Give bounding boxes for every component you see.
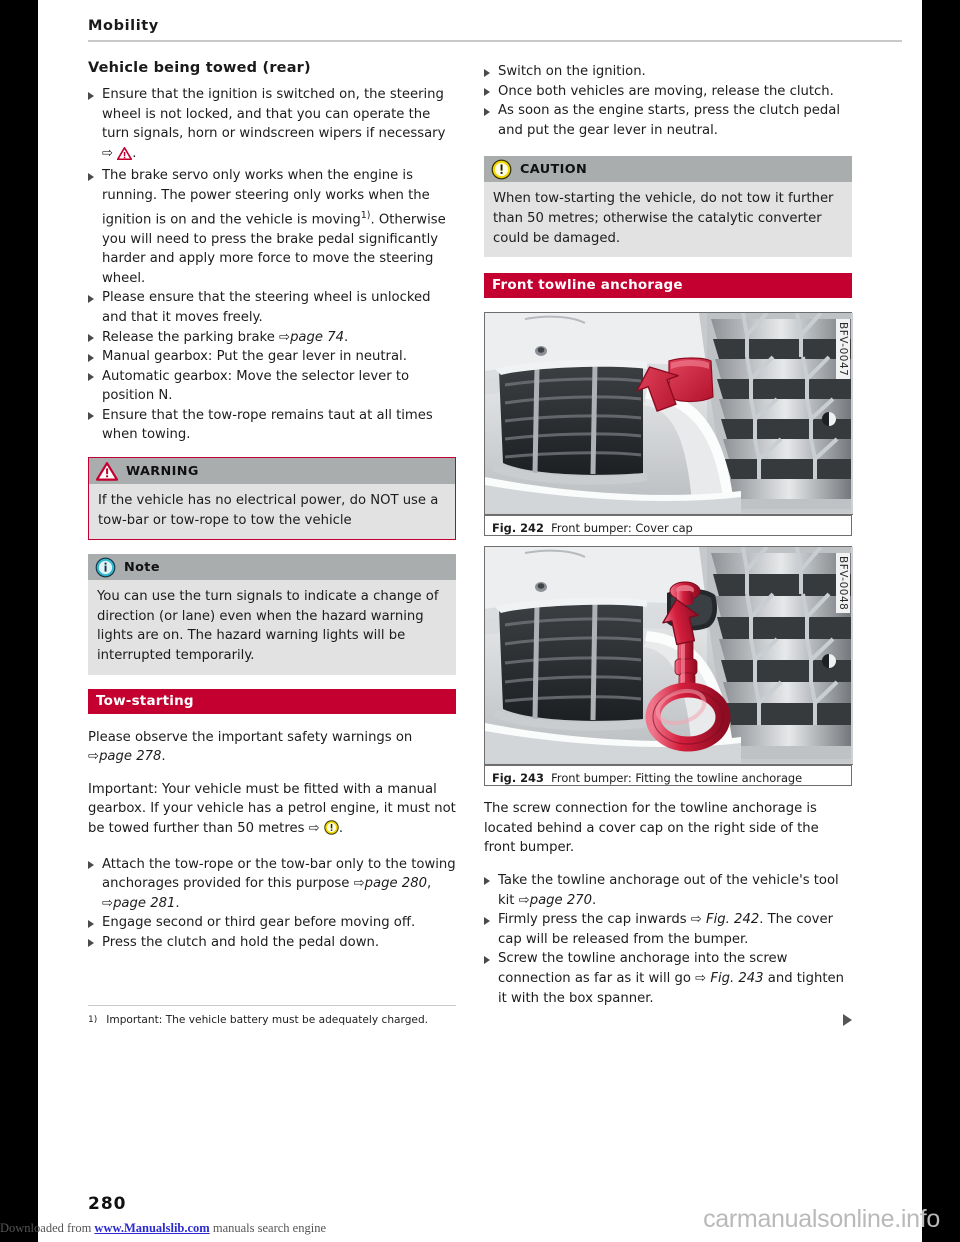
bullet-text: The brake servo only works when the engine is running. The power steering only works when the ignition is on and the vehicle is moving: [102, 168, 430, 227]
warning-triangle-icon: [117, 147, 132, 167]
tow-starting-continued-bullet-list: [484, 62, 852, 140]
bullet-text-end: .: [343, 329, 349, 345]
cross-reference-arrow-icon: ⇨: [308, 821, 320, 837]
download-suffix: manuals search engine: [209, 1221, 326, 1235]
list-item: [484, 101, 852, 140]
running-head-rule: [88, 40, 902, 42]
footnote-rule: [88, 1005, 456, 1006]
cross-reference-arrow-icon: ⇨: [102, 895, 114, 911]
figure-242-caption: [485, 515, 851, 535]
warning-callout-box: [88, 457, 456, 540]
list-item: [88, 288, 456, 327]
info-circle-icon: [95, 557, 116, 578]
bullet-text: Automatic gearbox: Move the selector lever to position N.: [102, 368, 410, 404]
figure-243-label: Fig. 243: [492, 771, 544, 786]
list-item: [484, 910, 852, 949]
figure-243: [484, 546, 852, 786]
bullet-text-mid: ,: [426, 876, 432, 892]
list-item: [88, 367, 456, 406]
section-heading-vehicle-being-towed: Vehicle being towed (rear): [88, 60, 311, 76]
section-banner-front-towline-anchorage: Front towline anchorage: [484, 273, 852, 298]
caution-box-title: CAUTION: [520, 161, 588, 177]
page-content: [38, 0, 922, 1242]
caution-circle-icon: [324, 820, 339, 842]
figure-243-image: [485, 547, 853, 765]
manualslib-link[interactable]: www.Manualslib.com: [94, 1221, 210, 1235]
bullet-triangle-icon: [484, 108, 490, 116]
bullet-text: Manual gearbox: Put the gear lever in neutral.: [102, 349, 407, 365]
left-column: [88, 60, 456, 1028]
figure-242-image-code: BFV-0047: [836, 319, 850, 379]
bullet-text: Press the clutch and hold the pedal down.: [102, 934, 380, 950]
list-item: [88, 328, 456, 348]
bullet-triangle-icon: [88, 939, 94, 947]
bullet-text-end: . The cover cap will be released from the bumper.: [498, 912, 833, 947]
carmanualsonline-watermark: carmanualsonline.info: [703, 1205, 940, 1233]
figure-242: [484, 312, 852, 536]
page-number: 280: [88, 1194, 127, 1214]
bullet-text-cont: . Otherwise you will need to press the brake pedal significantly harder and apply more force to move the steering wheel.: [102, 211, 446, 286]
cross-reference-arrow-icon: ⇨: [518, 892, 530, 908]
bullet-triangle-icon: [88, 354, 94, 362]
bullet-triangle-icon: [484, 88, 490, 96]
page-cross-reference[interactable]: page 281: [113, 895, 176, 911]
bullet-triangle-icon: [88, 920, 94, 928]
page-cross-reference[interactable]: page 278: [99, 749, 162, 765]
note-callout-box: [88, 554, 456, 674]
footnote-area: [88, 1005, 456, 1028]
caution-box-header: [484, 156, 852, 182]
bullet-text: Screw the towline anchorage into the screw connection as far as it will go: [498, 951, 788, 986]
list-item: [88, 406, 456, 445]
document-page: [38, 0, 922, 1242]
cross-reference-arrow-icon: ⇨: [102, 145, 114, 161]
bullet-triangle-icon: [484, 69, 490, 77]
cross-reference-arrow-icon: ⇨: [690, 912, 702, 928]
bullet-triangle-icon: [88, 373, 94, 381]
cross-reference-arrow-icon: ⇨: [695, 970, 707, 986]
running-head: Mobility: [88, 18, 159, 34]
list-item: [88, 913, 456, 933]
cross-reference-arrow-icon: ⇨: [279, 329, 291, 345]
footnote: [88, 1013, 456, 1028]
caution-callout-box: [484, 156, 852, 257]
figure-242-caption-text: Front bumper: Cover cap: [551, 521, 693, 536]
figure-243-caption: [485, 765, 851, 785]
figure-243-image-code: BFV-0048: [836, 553, 850, 613]
figure-cross-reference[interactable]: Fig. 243: [710, 970, 764, 986]
bullet-text: Attach the tow-rope or the tow-bar only to the towing anchorages provided for this purpose: [102, 856, 456, 892]
list-item: [88, 85, 456, 166]
figure-cross-reference[interactable]: Fig. 242: [706, 912, 760, 928]
list-item: [88, 347, 456, 367]
bullet-text-end: .: [592, 892, 597, 908]
list-item: [88, 855, 456, 914]
section-banner-tow-starting: Tow-starting: [88, 689, 456, 714]
footnote-text: Important: The vehicle battery must be adequately charged.: [106, 1013, 429, 1026]
bullet-text-end: .: [132, 145, 137, 161]
bullet-triangle-icon: [88, 412, 94, 420]
bullet-triangle-icon: [88, 92, 94, 100]
bullet-text: As soon as the engine starts, press the clutch pedal and put the gear lever in neutral.: [498, 103, 840, 138]
footnote-marker: 1): [88, 1014, 98, 1025]
bullet-triangle-icon: [484, 956, 490, 964]
note-box-title: Note: [124, 559, 160, 575]
front-towline-paragraph: The screw connection for the towline anchorage is located behind a cover cap on the right side of the front bumper.: [484, 801, 819, 856]
tow-starting-paragraph-1: [88, 728, 456, 767]
tow-starting-bullet-list: [88, 855, 456, 953]
page-cross-reference[interactable]: page 74: [290, 329, 344, 345]
bullet-text: Switch on the ignition.: [498, 64, 646, 79]
bullet-triangle-icon: [88, 295, 94, 303]
bullet-triangle-icon: [88, 334, 94, 342]
paragraph-text: Important: Your vehicle must be fitted with a manual gearbox. If your vehicle has a petrol engine, it must not be towed further than 50 metres: [88, 781, 456, 837]
tow-starting-paragraph-2: [88, 780, 456, 842]
list-item: [484, 62, 852, 82]
list-item: [484, 82, 852, 102]
list-item: [484, 871, 852, 910]
bullet-text: Please ensure that the steering wheel is unlocked and that it moves freely.: [102, 290, 431, 325]
paragraph-text-end: .: [338, 821, 344, 837]
footnote-marker: 1): [360, 209, 371, 221]
figure-242-image: [485, 313, 853, 515]
page-cross-reference[interactable]: page 280: [364, 876, 427, 892]
front-bumper-cover-cap-illustration: [485, 313, 851, 513]
warning-box-title: WARNING: [126, 463, 199, 479]
front-bumper-towline-fitting-illustration: [485, 547, 851, 763]
two-column-layout: [88, 60, 902, 1028]
bullet-text: Ensure that the tow-rope remains taut at all times when towing.: [102, 407, 433, 443]
paragraph-text-end: .: [161, 749, 166, 765]
warning-box-text: If the vehicle has no electrical power, do NOT use a tow-bar or tow-rope to tow the vehicle: [89, 484, 455, 539]
bullet-text: Firmly press the cap inwards: [498, 912, 691, 928]
bullet-text: Engage second or third gear before moving off.: [102, 915, 416, 931]
download-source-watermark: [0, 1221, 326, 1236]
cross-reference-arrow-icon: ⇨: [353, 876, 365, 892]
bullet-text-end: .: [175, 895, 180, 911]
bullet-text-end: and tighten it with the box spanner.: [498, 970, 844, 1006]
caution-box-text: When tow-starting the vehicle, do not tow it further than 50 metres; otherwise the catalytic converter could be damaged.: [484, 182, 852, 257]
page-cross-reference[interactable]: page 270: [529, 892, 593, 908]
bullet-triangle-icon: [88, 861, 94, 869]
bullet-text: Once both vehicles are moving, release the clutch.: [498, 83, 834, 99]
bullet-triangle-icon: [88, 173, 94, 181]
bullet-triangle-icon: [484, 877, 490, 885]
bullet-triangle-icon: [484, 917, 490, 925]
paragraph-text: Please observe the important safety warnings on: [88, 729, 413, 745]
bullet-text: Take the towline anchorage out of the vehicle's tool kit: [498, 872, 839, 908]
towed-vehicle-bullet-list: [88, 85, 456, 445]
continuation-arrow-icon: [843, 1014, 852, 1026]
warning-triangle-icon: [96, 462, 118, 481]
list-item: [484, 949, 852, 1008]
note-box-header: [88, 554, 456, 580]
bullet-text: Ensure that the ignition is switched on, the steering wheel is not locked, and that you can operate the turn signals, horn or windscreen wipers if necessary: [102, 87, 446, 142]
warning-box-header: [89, 458, 455, 484]
front-towline-bullet-list: [484, 871, 852, 1008]
bullet-text: Release the parking brake: [102, 329, 279, 345]
list-item: [88, 933, 456, 953]
figure-242-label: Fig. 242: [492, 521, 544, 536]
note-box-text: You can use the turn signals to indicate a change of direction (or lane) even when the hazard warning lights are on. The hazard warning lights will be interrupted temporarily.: [88, 580, 456, 674]
caution-circle-icon: [491, 159, 512, 180]
figure-243-caption-text: Front bumper: Fitting the towline anchorage: [551, 771, 803, 786]
list-item: [88, 166, 456, 288]
cross-reference-arrow-icon: ⇨: [88, 749, 100, 765]
right-column: [484, 60, 852, 1028]
download-prefix: Downloaded from: [0, 1221, 95, 1235]
